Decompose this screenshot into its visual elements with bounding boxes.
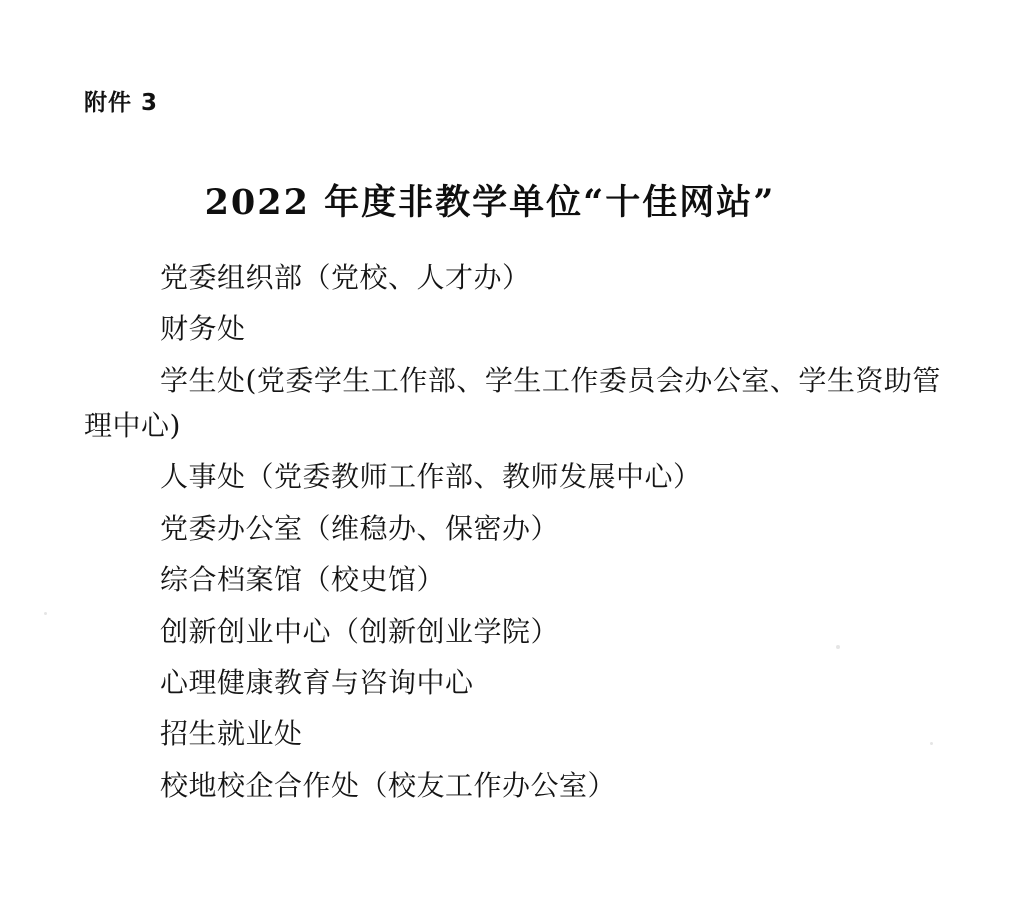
scan-speck xyxy=(44,612,47,615)
page-title: 2022 年度非教学单位“十佳网站” xyxy=(204,182,776,223)
scan-speck xyxy=(836,645,840,649)
list-item: 人事处（党委教师工作部、教师发展中心） xyxy=(160,460,702,494)
unit-list xyxy=(84,255,952,808)
list-item: 党委办公室（维稳办、保密办） xyxy=(160,511,560,545)
attachment-label: 附件 3 xyxy=(84,90,159,116)
list-item: 综合档案馆（校史馆） xyxy=(160,563,446,597)
scan-speck xyxy=(930,742,933,745)
list-item: 心理健康教育与咨询中心 xyxy=(160,665,474,699)
list-item: 招生就业处 xyxy=(160,717,303,751)
list-item: 党委组织部（党校、人才办） xyxy=(160,261,531,294)
list-item: 财务处 xyxy=(160,312,246,346)
list-item: 校地校企合作处（校友工作办公室） xyxy=(160,768,617,802)
list-item: 学生处(党委学生工作部、学生工作委员会办公室、学生资助管理中心) xyxy=(84,363,941,443)
list-item: 创新创业中心（创新创业学院） xyxy=(160,614,560,648)
